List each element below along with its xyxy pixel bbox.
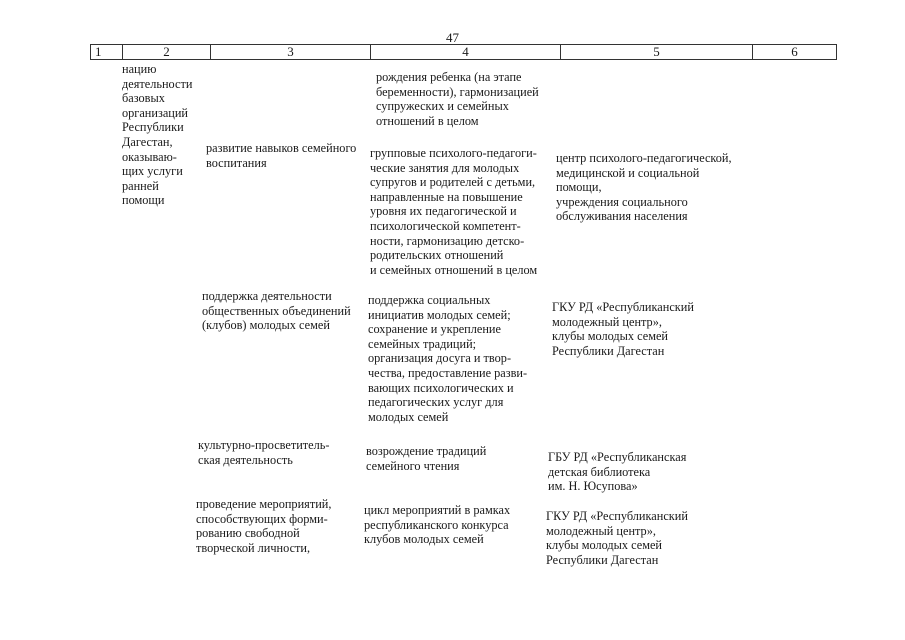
row4-col4-cell: цикл мероприятий в рамках республиканского конкурса клубов молодых семей: [364, 503, 511, 547]
row3-col4-cell: возрождение традиций семейного чтения: [366, 444, 487, 473]
target-group-cell: нацию деятельности базовых организаций Республики Дагестан, оказываю- щих услуги ранней помощи: [122, 62, 193, 208]
row3-col5-cell: ГБУ РД «Республиканская детская библиотека им. Н. Юсупова»: [548, 450, 687, 494]
row2-col4-cell: поддержка социальных инициатив молодых семей; сохранение и укрепление семейных традиций; организация досуга и твор- чества, предоставление разви- вающих психологических и педагогических услуг для молодых семей: [368, 293, 528, 424]
column-header-6: 6: [753, 45, 837, 60]
column-header-4: 4: [371, 45, 561, 60]
column-header-1: 1: [91, 45, 123, 60]
row3-col3-cell: культурно-просветитель- ская деятельность: [198, 438, 330, 467]
row1-col3-cell: развитие навыков семейного воспитания: [206, 141, 357, 170]
column-header-5: 5: [561, 45, 753, 60]
row0-col4-cell: рождения ребенка (на этапе беременности), гармонизацией супружеских и семейных отношений в целом: [376, 70, 539, 128]
row2-col5-cell: ГКУ РД «Республиканский молодежный центр», клубы молодых семей Республики Дагестан: [552, 300, 694, 358]
row1-col5-cell: центр психолого-педагогической, медицинской и социальной помощи, учреждения социального обслуживания населения: [556, 151, 732, 224]
row4-col3-cell: проведение мероприятий, способствующих форми- рованию свободной творческой личности,: [196, 497, 332, 555]
row1-col4-cell: групповые психолого-педагоги- ческие занятия для молодых супругов и родителей с детьми, направленные на повышение уровня их педагогической и психологической компетент- ности, гармонизацию детско- родительских отношений и семейных отношений в целом: [370, 146, 538, 277]
row4-col5-cell: ГКУ РД «Республиканский молодежный центр», клубы молодых семей Республики Дагестан: [546, 509, 688, 567]
row2-col3-cell: поддержка деятельности общественных объединений (клубов) молодых семей: [202, 289, 351, 333]
column-header-row: [91, 45, 837, 60]
column-header-table: [90, 44, 837, 60]
page-number: 47: [446, 30, 459, 45]
column-header-3: 3: [211, 45, 371, 60]
column-header-2: 2: [123, 45, 211, 60]
